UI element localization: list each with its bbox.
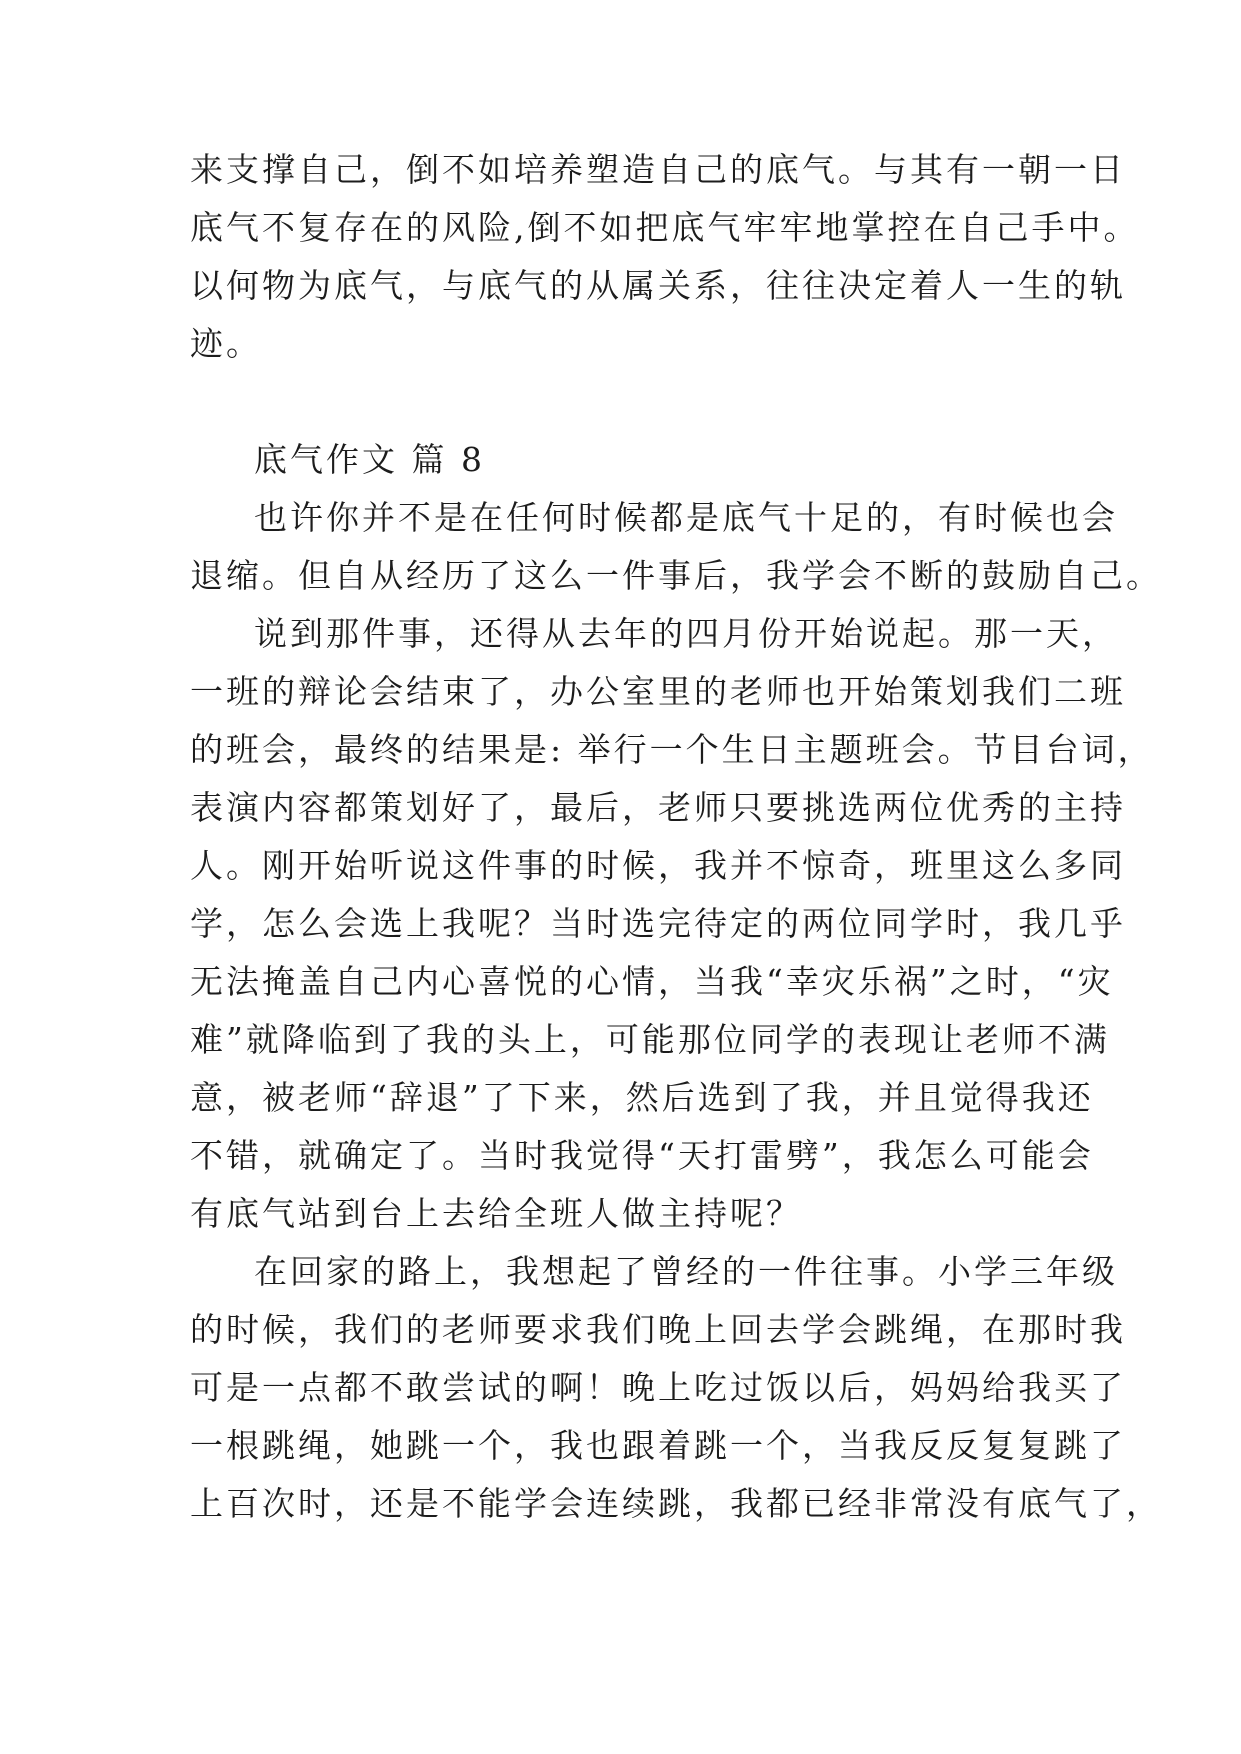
text-line: 可是一点都不敢尝试的啊！晚上吃过饭以后，妈妈给我买了	[190, 1368, 1126, 1407]
text-line: 也许你并不是在任何时候都是底气十足的，有时候也会	[254, 498, 1118, 537]
text-line: 来支撑自己，倒不如培养塑造自己的底气。与其有一朝一日	[190, 150, 1126, 189]
text-line: 无法掩盖自己内心喜悦的心情，当我“幸灾乐祸”之时，“灾	[190, 962, 1114, 1001]
text-line: 说到那件事，还得从去年的四月份开始说起。那一天，	[254, 614, 1118, 653]
text-line: 一根跳绳，她跳一个，我也跟着跳一个，当我反反复复跳了	[190, 1426, 1126, 1465]
text-line: 在回家的路上，我想起了曾经的一件往事。小学三年级	[254, 1252, 1118, 1291]
text-line: 退缩。但自从经历了这么一件事后，我学会不断的鼓励自己。	[190, 556, 1162, 595]
text-line: 的时候，我们的老师要求我们晚上回去学会跳绳，在那时我	[190, 1310, 1126, 1349]
text-line: 表演内容都策划好了，最后，老师只要挑选两位优秀的主持	[190, 788, 1126, 827]
text-line: 有底气站到台上去给全班人做主持呢？	[190, 1194, 802, 1233]
text-line: 学，怎么会选上我呢？当时选完待定的两位同学时，我几乎	[190, 904, 1126, 943]
text-line: 以何物为底气，与底气的从属关系，往往决定着人一生的轨	[190, 266, 1126, 305]
text-line: 难”就降临到了我的头上，可能那位同学的表现让老师不满	[190, 1020, 1110, 1059]
text-line: 的班会，最终的结果是: 举行一个生日主题班会。节目台词，	[190, 730, 1154, 769]
text-line: 上百次时，还是不能学会连续跳，我都已经非常没有底气了，	[190, 1484, 1162, 1523]
text-line: 迹。	[190, 324, 262, 363]
text-line: 底气不复存在的风险,倒不如把底气牢牢地掌控在自己手中。	[190, 208, 1140, 247]
text-line: 意，被老师“辞退”了下来，然后选到了我，并且觉得我还	[190, 1078, 1094, 1117]
text-line: 一班的辩论会结束了，办公室里的老师也开始策划我们二班	[190, 672, 1126, 711]
text-line: 不错，就确定了。当时我觉得“天打雷劈”，我怎么可能会	[190, 1136, 1094, 1175]
section-heading: 底气作文 篇 8	[254, 440, 485, 479]
text-line: 人。刚开始听说这件事的时候，我并不惊奇，班里这么多同	[190, 846, 1126, 885]
